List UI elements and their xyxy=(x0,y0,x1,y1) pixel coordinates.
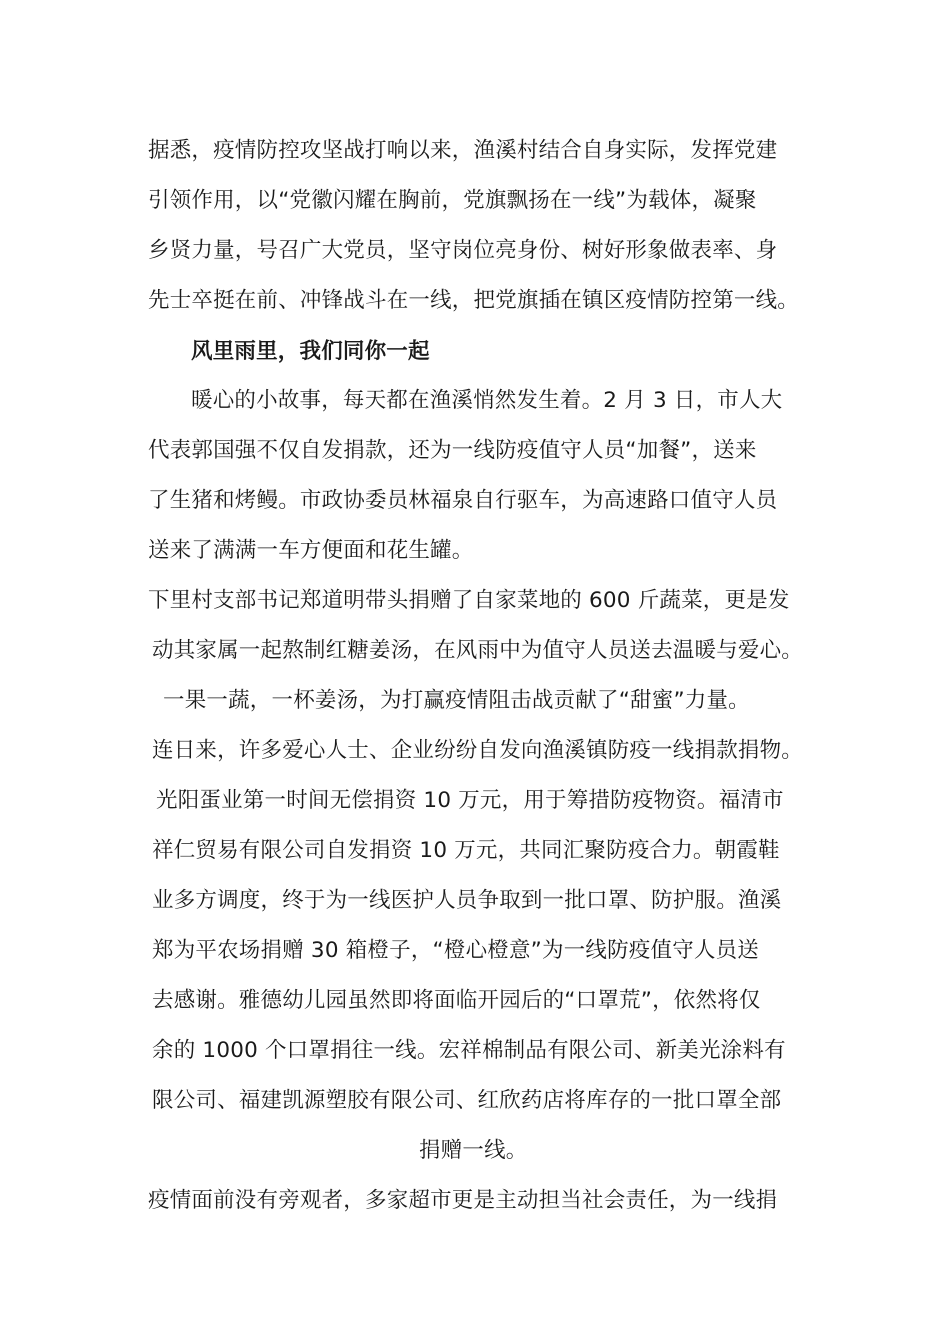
text-line: 限公司、福建凯源塑胶有限公司、红欣药店将库存的一批口罩全部 xyxy=(152,1088,782,1113)
text-line: 连日来，许多爱心人士、企业纷纷自发向渔溪镇防疫一线捐款捐物。 xyxy=(152,738,804,763)
section-heading: 风里雨里，我们同你一起 xyxy=(191,339,430,364)
text-line: 业多方调度，终于为一线医护人员争取到一批口罩、防护服。渔溪 xyxy=(152,888,782,913)
text-line: 捐赠一线。 xyxy=(419,1138,528,1163)
text-line: 下里村支部书记郑道明带头捐赠了自家菜地的 600 斤蔬菜，更是发 xyxy=(148,588,790,613)
text-line: 去感谢。雅德幼儿园虽然即将面临开园后的“口罩荒”，依然将仅 xyxy=(152,988,761,1013)
text-line: 郑为平农场捐赠 30 箱橙子，“橙心橙意”为一线防疫值守人员送 xyxy=(152,938,760,963)
text-line: 送来了满满一车方便面和花生罐。 xyxy=(148,538,474,563)
text-line: 余的 1000 个口罩捐往一线。宏祥棉制品有限公司、新美光涂料有 xyxy=(152,1038,786,1063)
text-line: 疫情面前没有旁观者，多家超市更是主动担当社会责任，为一线捐 xyxy=(148,1188,778,1213)
text-line: 代表郭国强不仅自发捐款，还为一线防疫值守人员“加餐”，送来 xyxy=(148,438,757,463)
text-line: 引领作用，以“党徽闪耀在胸前，党旗飘扬在一线”为载体，凝聚 xyxy=(148,188,757,213)
text-line: 光阳蛋业第一时间无偿捐资 10 万元，用于筹措防疫物资。福清市 xyxy=(156,788,784,813)
text-line: 动其家属一起熬制红糖姜汤，在风雨中为值守人员送去温暖与爱心。 xyxy=(152,638,804,663)
text-line: 祥仁贸易有限公司自发捐资 10 万元，共同汇聚防疫合力。朝霞鞋 xyxy=(152,838,780,863)
text-line: 一果一蔬，一杯姜汤，为打赢疫情阻击战贡献了“甜蜜”力量。 xyxy=(163,688,750,713)
text-line: 据悉，疫情防控攻坚战打响以来，渔溪村结合自身实际，发挥党建 xyxy=(148,138,778,163)
text-line: 乡贤力量，号召广大党员，坚守岗位亮身份、树好形象做表率、身 xyxy=(148,238,778,263)
text-line: 暖心的小故事，每天都在渔溪悄然发生着。2 月 3 日，市人大 xyxy=(191,388,783,413)
text-line: 先士卒挺在前、冲锋战斗在一线，把党旗插在镇区疫情防控第一线。 xyxy=(148,288,800,313)
text-line: 了生猪和烤鳗。市政协委员林福泉自行驱车，为高速路口值守人员 xyxy=(148,488,778,513)
